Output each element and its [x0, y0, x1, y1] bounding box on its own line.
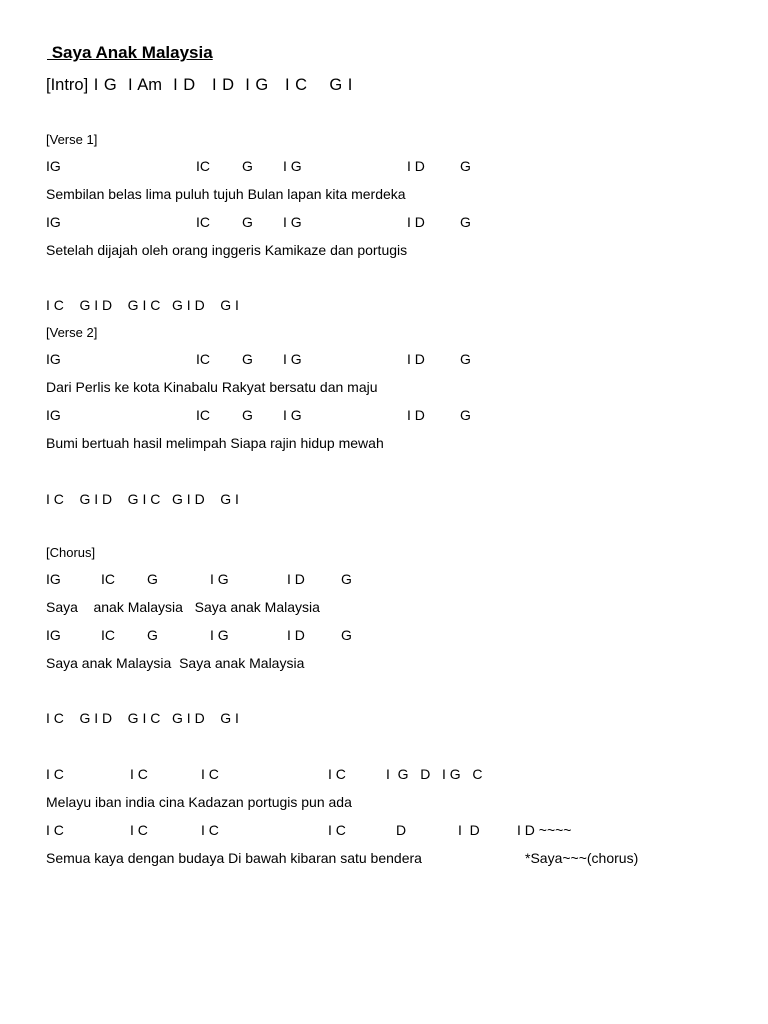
chord: IG	[46, 158, 61, 174]
chord: IG	[46, 571, 61, 587]
chord: IG	[46, 351, 61, 367]
chord: I C	[130, 766, 148, 782]
chord-line	[46, 407, 726, 424]
chord: I D	[407, 407, 425, 423]
chord-line	[46, 158, 726, 175]
chord: I D	[407, 351, 425, 367]
chord: I D	[287, 627, 305, 643]
lyric-line: Saya anak Malaysia Saya anak Malaysia	[46, 599, 320, 615]
chord: G	[460, 407, 471, 423]
song-title: Saya Anak Malaysia	[47, 43, 213, 62]
chord: I G	[283, 214, 302, 230]
chord: G	[242, 214, 253, 230]
turnaround-line: I C G I D G I C G I D G I	[46, 297, 239, 313]
section-label-verse-1: [Verse 1]	[46, 132, 98, 147]
section-label-chorus: [Chorus]	[46, 545, 96, 560]
chord: I D	[407, 214, 425, 230]
chord-line	[46, 351, 726, 368]
chord: G	[242, 158, 253, 174]
chord: I G	[283, 158, 302, 174]
chord: G	[341, 627, 352, 643]
lyric-line: Saya anak Malaysia Saya anak Malaysia	[46, 655, 305, 671]
chord-line	[46, 571, 726, 588]
lyric-line: Melayu iban india cina Kadazan portugis pun ada	[46, 794, 352, 810]
chord: G	[460, 214, 471, 230]
chord: G	[242, 351, 253, 367]
chorus-repeat-note: *Saya~~~(chorus)	[525, 850, 639, 866]
chord: I C	[328, 822, 346, 838]
chord: I C	[46, 766, 64, 782]
chord: I G	[210, 627, 229, 643]
chord: G	[242, 407, 253, 423]
lyric-line: Dari Perlis ke kota Kinabalu Rakyat bersatu dan maju	[46, 379, 378, 395]
chord: IC	[196, 214, 210, 230]
chord: I G	[283, 351, 302, 367]
chord: I C	[201, 822, 219, 838]
lyric-line-with-note	[46, 850, 726, 867]
chord: I C	[201, 766, 219, 782]
chord: IG	[46, 214, 61, 230]
lyric-text: Semua kaya dengan budaya Di bawah kibaran satu bendera	[46, 850, 422, 866]
chord: I C	[46, 822, 64, 838]
chord: I D	[407, 158, 425, 174]
chord: IG	[46, 407, 61, 423]
chord: I G	[210, 571, 229, 587]
chord: I D	[287, 571, 305, 587]
chord: I D ~~~~	[517, 822, 572, 838]
chord: I C	[328, 766, 346, 782]
intro-line: [Intro] I G I Am I D I D I G I C G I	[46, 76, 353, 94]
chord: IG	[46, 627, 61, 643]
chord: I D	[458, 822, 480, 838]
turnaround-line: I C G I D G I C G I D G I	[46, 491, 239, 507]
chord: IC	[196, 351, 210, 367]
lyric-line: Setelah dijajah oleh orang inggeris Kamikaze dan portugis	[46, 242, 408, 258]
chord: G	[460, 158, 471, 174]
chord: I G D I G C	[386, 766, 483, 782]
chord: I G	[283, 407, 302, 423]
section-label-verse-2: [Verse 2]	[46, 325, 98, 340]
chord: G	[147, 627, 158, 643]
turnaround-line: I C G I D G I C G I D G I	[46, 710, 239, 726]
lyric-line: Sembilan belas lima puluh tujuh Bulan lapan kita merdeka	[46, 186, 406, 202]
chord: IC	[101, 627, 115, 643]
chord-line	[46, 214, 726, 231]
chord: I C	[130, 822, 148, 838]
chord-line	[46, 822, 726, 839]
chord: G	[460, 351, 471, 367]
chord: IC	[101, 571, 115, 587]
chord: G	[341, 571, 352, 587]
chord: IC	[196, 407, 210, 423]
chord-line	[46, 766, 726, 783]
chord: G	[147, 571, 158, 587]
chord: D	[396, 822, 407, 838]
chord-line	[46, 627, 726, 644]
lyric-line: Bumi bertuah hasil melimpah Siapa rajin hidup mewah	[46, 435, 384, 451]
chord: IC	[196, 158, 210, 174]
